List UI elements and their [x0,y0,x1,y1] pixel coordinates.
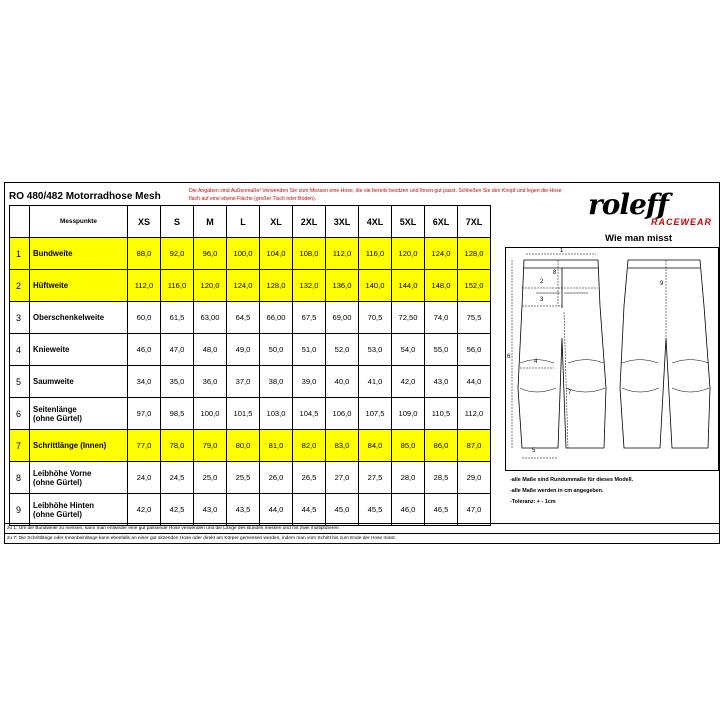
value-cell: 106,0 [326,398,359,430]
value-cell: 72,50 [392,302,425,334]
value-cell: 70,5 [359,302,392,334]
row-label-text: Leibhöhe Hinten [33,500,95,510]
value-cell: 96,0 [194,238,227,270]
row-number: 8 [10,462,30,494]
value-cell: 69,00 [326,302,359,334]
value-cell: 85,0 [392,430,425,462]
value-cell: 124,0 [425,238,458,270]
row-label-text: Schrittlänge (Innen) [33,441,107,450]
value-cell: 24,0 [128,462,161,494]
value-cell: 87,0 [458,430,491,462]
value-cell: 136,0 [326,270,359,302]
table-row [10,462,491,494]
table-row [10,398,491,430]
value-cell: 97,0 [128,398,161,430]
size-header: 5XL [392,206,425,238]
value-cell: 88,0 [128,238,161,270]
row-label [30,494,128,526]
value-cell: 42,5 [161,494,194,526]
diagram-label-7: 7 [568,390,572,396]
row-label [30,270,128,302]
value-cell: 56,0 [458,334,491,366]
diagram-label-3: 3 [540,297,544,303]
table-row [10,430,491,462]
diagram-label-8: 8 [553,270,557,276]
value-cell: 79,0 [194,430,227,462]
value-cell: 24,5 [161,462,194,494]
size-header: XL [260,206,293,238]
row-label-sub: (ohne Gürtel) [33,509,82,519]
value-cell: 152,0 [458,270,491,302]
value-cell: 42,0 [128,494,161,526]
row-label-text: Saumweite [33,377,74,386]
value-cell: 110,5 [425,398,458,430]
table-row [10,238,491,270]
value-cell: 132,0 [293,270,326,302]
size-header: 2XL [293,206,326,238]
value-cell: 40,0 [326,366,359,398]
diagram-label-2: 2 [540,279,544,285]
header-blank-cell [10,206,30,238]
pants-diagram-icon [506,248,718,470]
row-label-text: Oberschenkelweite [33,313,105,322]
value-cell: 46,0 [392,494,425,526]
value-cell: 148,0 [425,270,458,302]
value-cell: 28,0 [392,462,425,494]
logo-racewear: RACEWEAR [651,217,712,227]
table-row [10,302,491,334]
value-cell: 55,0 [425,334,458,366]
row-label-text: Bundweite [33,249,73,258]
value-cell: 44,0 [458,366,491,398]
value-cell: 29,0 [458,462,491,494]
value-cell: 63,00 [194,302,227,334]
value-cell: 45,5 [359,494,392,526]
row-label-sub: (ohne Gürtel) [33,477,82,487]
row-number: 3 [10,302,30,334]
value-cell: 109,0 [392,398,425,430]
value-cell: 47,0 [458,494,491,526]
value-cell: 103,0 [260,398,293,430]
value-cell: 84,0 [359,430,392,462]
size-table [9,205,491,526]
row-label [30,334,128,366]
value-cell: 100,0 [227,238,260,270]
diagram-label-1: 1 [560,248,564,254]
value-cell: 116,0 [359,238,392,270]
value-cell: 54,0 [392,334,425,366]
row-label-text: Leibhöhe Vorne [33,468,92,478]
value-cell: 42,0 [392,366,425,398]
value-cell: 82,0 [293,430,326,462]
value-cell: 120,0 [392,238,425,270]
size-header: L [227,206,260,238]
value-cell: 108,0 [293,238,326,270]
value-cell: 47,0 [161,334,194,366]
size-header: XS [128,206,161,238]
row-label [30,238,128,270]
value-cell: 48,0 [194,334,227,366]
value-cell: 37,0 [227,366,260,398]
value-cell: 112,0 [458,398,491,430]
value-cell: 25,0 [194,462,227,494]
value-cell: 51,0 [293,334,326,366]
value-cell: 67,5 [293,302,326,334]
value-cell: 46,0 [128,334,161,366]
measurement-note: Die Angaben sind Außenmaße! Verwenden Sie zum Messen eine Hose, die sie bereits besitzen und Ihnen gut passt. Schließen Sie den Knopf und legen die Hose flach auf eine ebene Fläche (großer Tisch oder Boden). [189,188,562,202]
value-cell: 27,5 [359,462,392,494]
value-cell: 43,0 [425,366,458,398]
row-label [30,398,128,430]
value-cell: 81,0 [260,430,293,462]
row-number: 5 [10,366,30,398]
how-to-measure-heading: Wie man misst [605,233,673,244]
value-cell: 50,0 [260,334,293,366]
row-number: 9 [10,494,30,526]
value-cell: 49,0 [227,334,260,366]
diagram-label-6: 6 [507,354,511,360]
value-cell: 104,5 [293,398,326,430]
value-cell: 101,5 [227,398,260,430]
value-cell: 77,0 [128,430,161,462]
value-cell: 36,0 [194,366,227,398]
value-cell: 53,0 [359,334,392,366]
value-cell: 116,0 [161,270,194,302]
value-cell: 25,5 [227,462,260,494]
value-cell: 44,5 [293,494,326,526]
table-row [10,494,491,526]
row-number: 7 [10,430,30,462]
pants-measurement-diagram [505,247,719,471]
value-cell: 38,0 [260,366,293,398]
legend-line: -alle Maße werden in cm angegeben. [510,488,604,494]
header-label: Messpunkte [30,206,128,238]
value-cell: 66,00 [260,302,293,334]
value-cell: 26,0 [260,462,293,494]
product-title: RO 480/482 Motorradhose Mesh [9,191,161,202]
size-header: M [194,206,227,238]
legend [510,475,633,508]
value-cell: 80,0 [227,430,260,462]
value-cell: 27,0 [326,462,359,494]
legend-line: -alle Maße sind Rundummaße für dieses Modell. [510,477,634,483]
value-cell: 35,0 [161,366,194,398]
value-cell: 75,5 [458,302,491,334]
table-row [10,334,491,366]
value-cell: 41,0 [359,366,392,398]
back-pants-drawing [620,260,710,448]
row-label-text: Knieweite [33,345,70,354]
value-cell: 64,5 [227,302,260,334]
table-row [10,270,491,302]
row-label [30,302,128,334]
value-cell: 43,5 [227,494,260,526]
row-label-text: Hüftweite [33,281,69,290]
value-cell: 104,0 [260,238,293,270]
value-cell: 128,0 [260,270,293,302]
value-cell: 107,5 [359,398,392,430]
value-cell: 46,5 [425,494,458,526]
size-chart-sheet [4,182,720,544]
value-cell: 43,0 [194,494,227,526]
value-cell: 140,0 [359,270,392,302]
value-cell: 28,5 [425,462,458,494]
row-label-sub: (ohne Gürtel) [33,413,82,423]
legend-line: -Toleranz: + - 1cm [510,499,556,505]
value-cell: 39,0 [293,366,326,398]
value-cell: 78,0 [161,430,194,462]
row-number: 4 [10,334,30,366]
row-number: 2 [10,270,30,302]
size-header: S [161,206,194,238]
value-cell: 92,0 [161,238,194,270]
value-cell: 124,0 [227,270,260,302]
value-cell: 120,0 [194,270,227,302]
footnote-1: zu 1: Um die Bundweite zu messen, kann man entweder eine gut passende Hose verwenden und die Länge des Bundes messen und mit zwei multiplizieren [5,523,719,533]
value-cell: 52,0 [326,334,359,366]
measurement-lines [512,254,666,458]
row-label [30,430,128,462]
row-number: 6 [10,398,30,430]
value-cell: 74,0 [425,302,458,334]
row-label-text: Seitenlänge [33,404,77,414]
roleff-logo [588,188,714,227]
value-cell: 112,0 [128,270,161,302]
row-label [30,462,128,494]
size-header: 4XL [359,206,392,238]
value-cell: 144,0 [392,270,425,302]
diagram-label-5: 5 [532,448,536,454]
value-cell: 61,5 [161,302,194,334]
value-cell: 60,0 [128,302,161,334]
value-cell: 100,0 [194,398,227,430]
value-cell: 128,0 [458,238,491,270]
value-cell: 44,0 [260,494,293,526]
table-header-row [10,206,491,238]
value-cell: 112,0 [326,238,359,270]
size-header: 3XL [326,206,359,238]
footnote-2: zu 7: Die Schrittlänge oder Innenbeinlänge kann ebenfalls an einer gut sitzenden Hose oder direkt am Körper gemessen werden, indem man vom Schritt bis zum Ende der Hose misst. [5,533,719,543]
table-row [10,366,491,398]
value-cell: 26,5 [293,462,326,494]
size-header: 7XL [458,206,491,238]
value-cell: 98,5 [161,398,194,430]
value-cell: 45,0 [326,494,359,526]
size-header: 6XL [425,206,458,238]
value-cell: 83,0 [326,430,359,462]
diagram-label-4: 4 [534,359,538,365]
logo-wordmark: roleff [588,188,668,221]
row-number: 1 [10,238,30,270]
value-cell: 34,0 [128,366,161,398]
diagram-label-9: 9 [660,281,664,287]
value-cell: 86,0 [425,430,458,462]
row-label [30,366,128,398]
